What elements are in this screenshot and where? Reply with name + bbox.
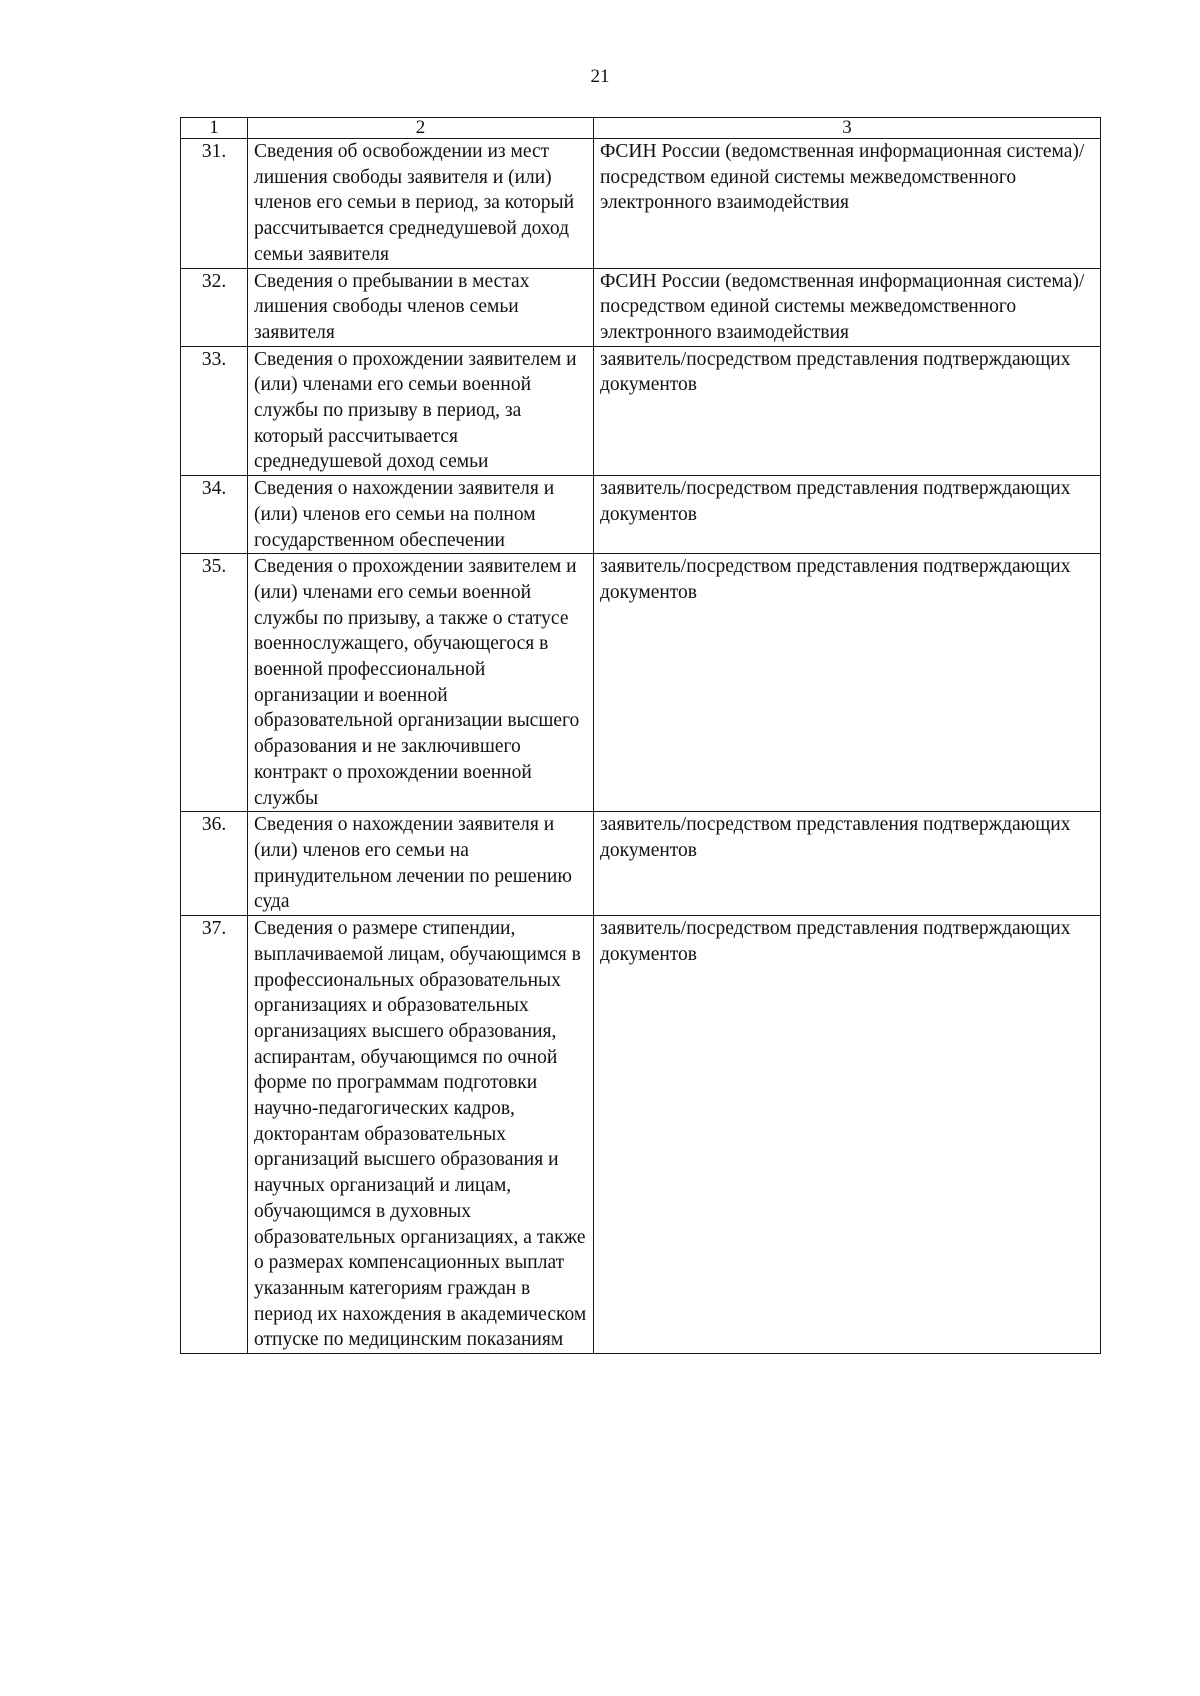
source-cell: заявитель/посредством представления подтверждающих документов [594, 476, 1101, 554]
source-cell: заявитель/посредством представления подтверждающих документов [594, 812, 1101, 916]
information-cell: Сведения о прохождении заявителем и (или) членами его семьи военной службы по призыву в период, за который рассчитывается среднедушевой доход семьи [248, 346, 594, 476]
table-row [181, 916, 1101, 1354]
table-row [181, 812, 1101, 916]
source-cell: заявитель/посредством представления подтверждающих документов [594, 554, 1101, 812]
information-cell: Сведения о нахождении заявителя и (или) членов его семьи на полном государственном обеспечении [248, 476, 594, 554]
page-number: 21 [590, 66, 610, 87]
table-row [181, 139, 1101, 269]
information-cell: Сведения о размере стипендии, выплачиваемой лицам, обучающимся в профессиональных образовательных организациях и образовательных организациях высшего образования, аспирантам, обучающимся по очной форме по программам подготовки научно-педагогических кадров, докторантам образовательных организаций высшего образования и научных организаций и лицам, обучающимся в духовных образовательных организациях, а также о размерах компенсационных выплат указанным категориям граждан в период их нахождения в академическом отпуске по медицинским показаниям [248, 916, 594, 1354]
row-number: 32. [181, 268, 248, 346]
table-row [181, 268, 1101, 346]
information-cell: Сведения о нахождении заявителя и (или) членов его семьи на принудительном лечении по решению суда [248, 812, 594, 916]
row-number: 33. [181, 346, 248, 476]
information-cell: Сведения о прохождении заявителем и (или) членами его семьи военной службы по призыву, а также о статусе военнослужащего, обучающегося в военной профессиональной организации и военной образовательной организации высшего образования и не заключившего контракт о прохождении военной службы [248, 554, 594, 812]
row-number: 37. [181, 916, 248, 1354]
row-number: 36. [181, 812, 248, 916]
information-cell: Сведения об освобождении из мест лишения свободы заявителя и (или) членов его семьи в период, за который рассчитывается среднедушевой доход семьи заявителя [248, 139, 594, 269]
table-row [181, 476, 1101, 554]
source-cell: ФСИН России (ведомственная информационная система)/посредством единой системы межведомственного электронного взаимодействия [594, 139, 1101, 269]
column-header-number: 1 [181, 118, 248, 139]
table-row [181, 346, 1101, 476]
row-number: 34. [181, 476, 248, 554]
row-number: 31. [181, 139, 248, 269]
column-header-information: 2 [248, 118, 594, 139]
row-number: 35. [181, 554, 248, 812]
table-row [181, 554, 1101, 812]
table-header-row [181, 118, 1101, 139]
source-cell: заявитель/посредством представления подтверждающих документов [594, 916, 1101, 1354]
information-cell: Сведения о пребывании в местах лишения свободы членов семьи заявителя [248, 268, 594, 346]
information-sources-table [180, 117, 1101, 1354]
column-header-source: 3 [594, 118, 1101, 139]
source-cell: заявитель/посредством представления подтверждающих документов [594, 346, 1101, 476]
source-cell: ФСИН России (ведомственная информационная система)/посредством единой системы межведомственного электронного взаимодействия [594, 268, 1101, 346]
